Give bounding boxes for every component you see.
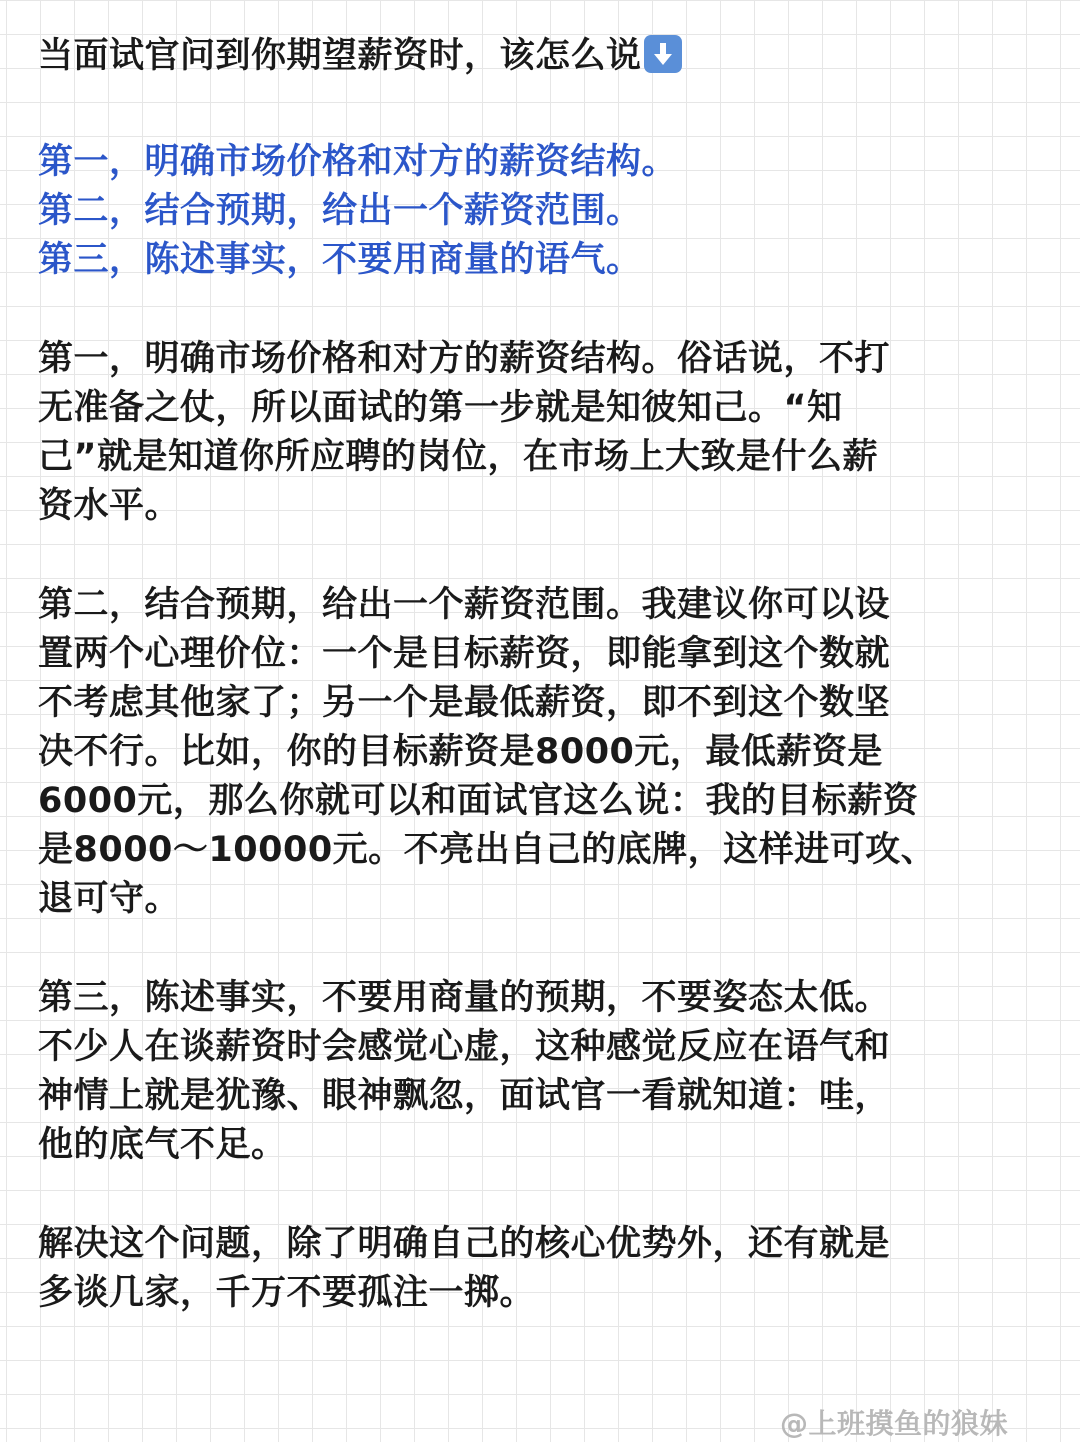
paragraph-line: 多谈几家，千万不要孤注一掷。 xyxy=(38,1273,536,1313)
paragraph-line: 他的底气不足。 xyxy=(38,1125,287,1165)
summary-item: 第三，陈述事实，不要用商量的语气。 xyxy=(38,240,642,280)
page-title xyxy=(38,32,1058,81)
paragraph-line: 无准备之仗，所以面试的第一步就是知彼知己。“知 xyxy=(38,388,843,428)
article xyxy=(38,32,1058,1368)
paragraph-line: 置两个心理价位：一个是目标薪资，即能拿到这个数就 xyxy=(38,634,891,674)
paragraph-4 xyxy=(38,1220,1058,1318)
summary-list xyxy=(38,138,1058,285)
paragraph-3 xyxy=(38,974,1058,1170)
paragraph-line: 神情上就是犹豫、眼神飘忽，面试官一看就知道：哇， xyxy=(38,1076,891,1116)
paragraph-line: 不考虑其他家了；另一个是最低薪资，即不到这个数坚 xyxy=(38,683,891,723)
paragraph-line: 退可守。 xyxy=(38,879,181,919)
summary-item: 第二，结合预期，给出一个薪资范围。 xyxy=(38,191,642,231)
paragraph-line: 不少人在谈薪资时会感觉心虚，这种感觉反应在语气和 xyxy=(38,1027,891,1067)
paragraph-line: 第三，陈述事实，不要用商量的预期，不要姿态太低。 xyxy=(38,978,891,1018)
author-watermark: @上班摸鱼的狼妹 xyxy=(779,1407,1008,1440)
summary-item: 第一，明确市场价格和对方的薪资结构。 xyxy=(38,142,678,182)
paragraph-line: 6000元，那么你就可以和面试官这么说：我的目标薪资 xyxy=(38,781,919,821)
paragraph-1 xyxy=(38,335,1058,531)
arrow-down-square-icon xyxy=(644,35,682,73)
paragraph-line: 是8000～10000元。不亮出自己的底牌，这样进可攻、 xyxy=(38,830,937,870)
paragraph-line: 资水平。 xyxy=(38,486,181,526)
paragraph-line: 第一，明确市场价格和对方的薪资结构。俗话说，不打 xyxy=(38,339,891,379)
page-title-text: 当面试官问到你期望薪资时，该怎么说 xyxy=(38,36,642,76)
paragraph-line: 己”就是知道你所应聘的岗位，在市场上大致是什么薪 xyxy=(38,437,879,477)
paragraph-2 xyxy=(38,581,1058,924)
paragraph-line: 解决这个问题，除了明确自己的核心优势外，还有就是 xyxy=(38,1224,891,1264)
paragraph-line: 决不行。比如，你的目标薪资是8000元，最低薪资是 xyxy=(38,732,883,772)
paragraph-line: 第二，结合预期，给出一个薪资范围。我建议你可以设 xyxy=(38,585,891,625)
